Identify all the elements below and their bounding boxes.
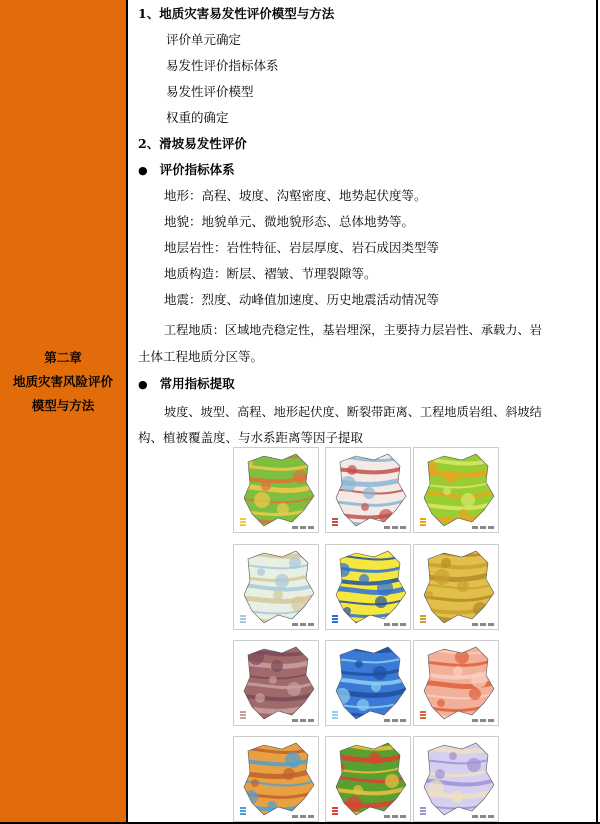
section1-item: 评价单元确定 xyxy=(166,32,242,47)
bullet1-heading: 评价指标体系 xyxy=(159,162,235,177)
factor-map-image xyxy=(234,448,318,532)
bullet-icon: ● xyxy=(138,164,148,177)
factor-map-thumbnail xyxy=(325,640,411,726)
factor-map-thumbnail xyxy=(325,447,411,533)
factor-map-thumbnail xyxy=(325,544,411,630)
factor-map-image xyxy=(414,641,498,725)
section1-item: 权重的确定 xyxy=(166,110,229,125)
section1-heading: 1、地质灾害易发性评价模型与方法 xyxy=(138,6,335,21)
factor-map-image xyxy=(414,448,498,532)
factor-map-image xyxy=(326,641,410,725)
indicator-line: 地质构造：断层、褶皱、节理裂隙等。 xyxy=(164,266,377,281)
extraction-line: 坡度、坡型、高程、地形起伏度、断裂带距离、工程地质岩组、斜坡结 xyxy=(164,405,542,419)
factor-map-thumbnail xyxy=(233,736,319,822)
extraction-line-cont: 构、植被覆盖度、与水系距离等因子提取 xyxy=(138,430,364,445)
factor-map-thumbnail xyxy=(413,544,499,630)
factor-map-image xyxy=(414,737,498,821)
factor-map-thumbnail xyxy=(413,447,499,533)
section1-item: 易发性评价指标体系 xyxy=(166,58,279,73)
factor-map-image xyxy=(414,545,498,629)
factor-map-thumbnail xyxy=(325,736,411,822)
bullet-item-indicators xyxy=(138,160,235,178)
section2-heading: 2、滑坡易发性评价 xyxy=(138,136,247,151)
chapter-title-block xyxy=(0,346,126,418)
factor-map-image xyxy=(234,641,318,725)
factor-map-thumbnail xyxy=(233,447,319,533)
factor-map-thumbnail xyxy=(233,640,319,726)
indicator-line: 地层岩性：岩性特征、岩层厚度、岩石成因类型等 xyxy=(164,240,440,255)
bullet-icon: ● xyxy=(138,378,148,391)
factor-map-thumbnail xyxy=(233,544,319,630)
engineering-line-cont: 土体工程地质分区等。 xyxy=(138,349,264,364)
factor-map-image xyxy=(326,448,410,532)
indicator-line: 地形：高程、坡度、沟壑密度、地势起伏度等。 xyxy=(164,188,427,203)
factor-map-image xyxy=(234,737,318,821)
factor-map-image xyxy=(326,545,410,629)
bullet2-heading: 常用指标提取 xyxy=(159,376,235,391)
factor-map-thumbnail xyxy=(413,736,499,822)
indicator-line: 地貌：地貌单元、微地貌形态、总体地势等。 xyxy=(164,214,415,229)
factor-map-image xyxy=(326,737,410,821)
factor-map-image xyxy=(234,545,318,629)
chapter-cell xyxy=(0,0,128,824)
chapter-number: 第二章 xyxy=(44,350,82,365)
indicator-line: 地震：烈度、动峰值加速度、历史地震活动情况等 xyxy=(164,292,440,307)
factor-map-thumbnail xyxy=(413,640,499,726)
chapter-title-line2: 模型与方法 xyxy=(31,398,95,413)
section1-item: 易发性评价模型 xyxy=(166,84,254,99)
chapter-title-line1: 地质灾害风险评价 xyxy=(12,374,113,389)
bullet-item-extraction xyxy=(138,374,235,392)
engineering-line: 工程地质：区域地壳稳定性，基岩埋深，主要持力层岩性、承载力、岩 xyxy=(164,323,542,337)
